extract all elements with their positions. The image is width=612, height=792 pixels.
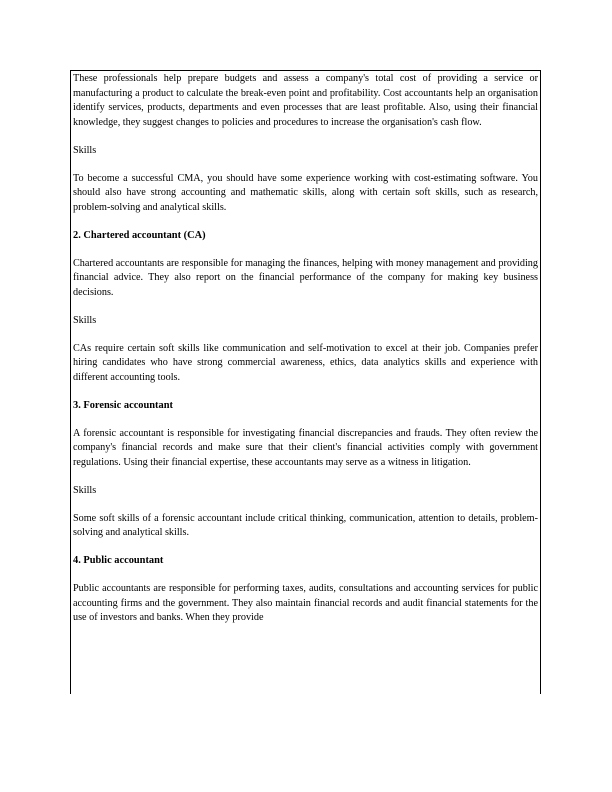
paragraph-forensic-skills: Some soft skills of a forensic accountant include critical thinking, communication, attention to details, problem-solving and analytical skills. [73,512,538,538]
skills-label-forensic: Skills [73,484,97,496]
document-body [71,71,540,626]
heading-forensic-accountant: 3. Forensic accountant [73,399,173,411]
heading-chartered-accountant: 2. Chartered accountant (CA) [73,229,206,241]
paragraph-forensic-accountant: A forensic accountant is responsible for investigating financial discrepancies and frauds. They often review the company's financial records and make sure that their client's financial activities comply with government regulations. Using their financial expertise, these accountants may serve as a witness in litigation. [73,427,538,468]
heading-public-accountant: 4. Public accountant [73,555,164,566]
skills-label-ca: Skills [73,314,97,326]
paragraph-public-accountant: Public accountants are responsible for performing taxes, audits, consultations and accounting services for public accounting firms and the government. They also maintain financial records and audit financial statements for the use of investors and banks. When they provide [73,583,538,623]
paragraph-ca-skills: CAs require certain soft skills like communication and self-motivation to excel at their job. Companies prefer hiring candidates who have strong commercial awareness, ethics, data analytics skills and experience with different accounting tools. [73,342,538,383]
text-frame [70,70,541,694]
paragraph-cost-accountant: These professionals help prepare budgets and assess a company's total cost of providing a service or manufacturing a product to calculate the break-even point and profitability. Cost accountants help an organisation identify services, products, departments and even processes that are least profitable. Also, using their financial knowledge, they suggest changes to policies and procedures to increase the organisation's cash flow. [73,73,538,128]
paragraph-chartered-accountant: Chartered accountants are responsible for managing the finances, helping with money management and providing financial advice. They also report on the financial performance of the company for making key business decisions. [73,257,538,298]
skills-label-cma: Skills [73,144,97,156]
paragraph-cma-skills: To become a successful CMA, you should have some experience working with cost-estimating software. You should also have strong accounting and mathematic skills, along with certain soft skills, such as research, problem-solving and analytical skills. [73,172,538,213]
